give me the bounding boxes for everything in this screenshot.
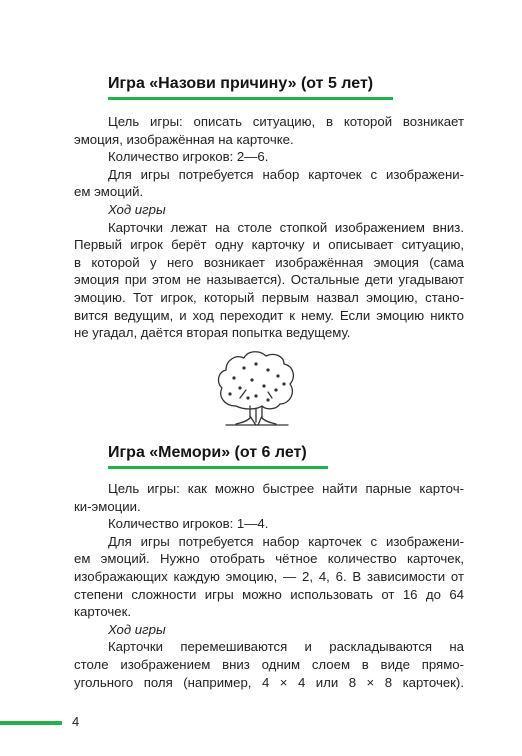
game1-line: не угадал, даётся вторая попытка ведущему. [74,325,351,341]
game2-line: угольного поля (например, 4 × 4 или 8 × 8 карточек). [74,674,464,690]
game2-line: Цель игры: как можно быстрее найти парные карточ- [108,481,464,496]
game2-line: Карточки перемешиваются и раскладываются на [108,639,464,655]
game2-line: карточек. [74,604,132,620]
game1-line: эмоция, изображённая на карточке. [74,131,294,147]
game2-line: изображающих каждую эмоцию, — 2, 4, 6. В зависимости от [74,568,464,584]
game1-line: эмоция при этом не называется). Остальные дети угадывают [74,272,464,288]
game1-line: Цель игры: описать ситуацию, в которой возникает [108,114,464,129]
game1-line: ем эмоций. [74,184,144,200]
game2-line: Для игры потребуется набор карточек с изображени- [108,533,464,549]
game1-heading-block [108,74,393,100]
game1-line: Количество игроков: 2—6. [108,149,269,165]
game1-line: в которой у него возникает изображённая эмоция (сама [74,254,464,270]
game2-line: степени сложности игры можно использовать от 16 до 64 [74,586,464,602]
game2-line: ем эмоций. Нужно отобрать чётное количество карточек, [74,551,464,567]
page-number: 4 [72,714,80,729]
game2-heading-block [108,443,328,469]
game1-line: вится ведущим, и ход переходит к нему. Если эмоцию никто [74,307,464,323]
game1-line: Для игры потребуется набор карточек с изображени- [108,166,464,182]
game1-subheading: Ход игры [108,201,166,217]
game2-line: ки-эмоции. [74,498,141,514]
game2-title-underline [108,466,328,469]
game2-body [74,480,464,691]
game1-line: Первый игрок берёт одну карточку и описывает ситуацию, [74,237,464,253]
game1-line: Карточки лежат на столе стопкой изображением вниз. [108,219,464,235]
tree-illustration [210,346,302,430]
game2-line: Количество игроков: 1—4. [108,516,269,532]
game1-line: эмоцию. Тот игрок, который первым назвал эмоцию, стано- [74,289,464,305]
game2-line: столе изображением вниз одним слоем в виде прямо- [74,656,464,672]
footer-accent-bar [0,721,62,725]
game1-body [74,113,464,342]
game1-title-underline [108,97,393,100]
game1-title: Игра «Назови причину» (от 5 лет) [108,75,374,92]
game2-title: Игра «Мемори» (от 6 лет) [108,444,307,461]
game2-subheading: Ход игры [108,621,166,637]
